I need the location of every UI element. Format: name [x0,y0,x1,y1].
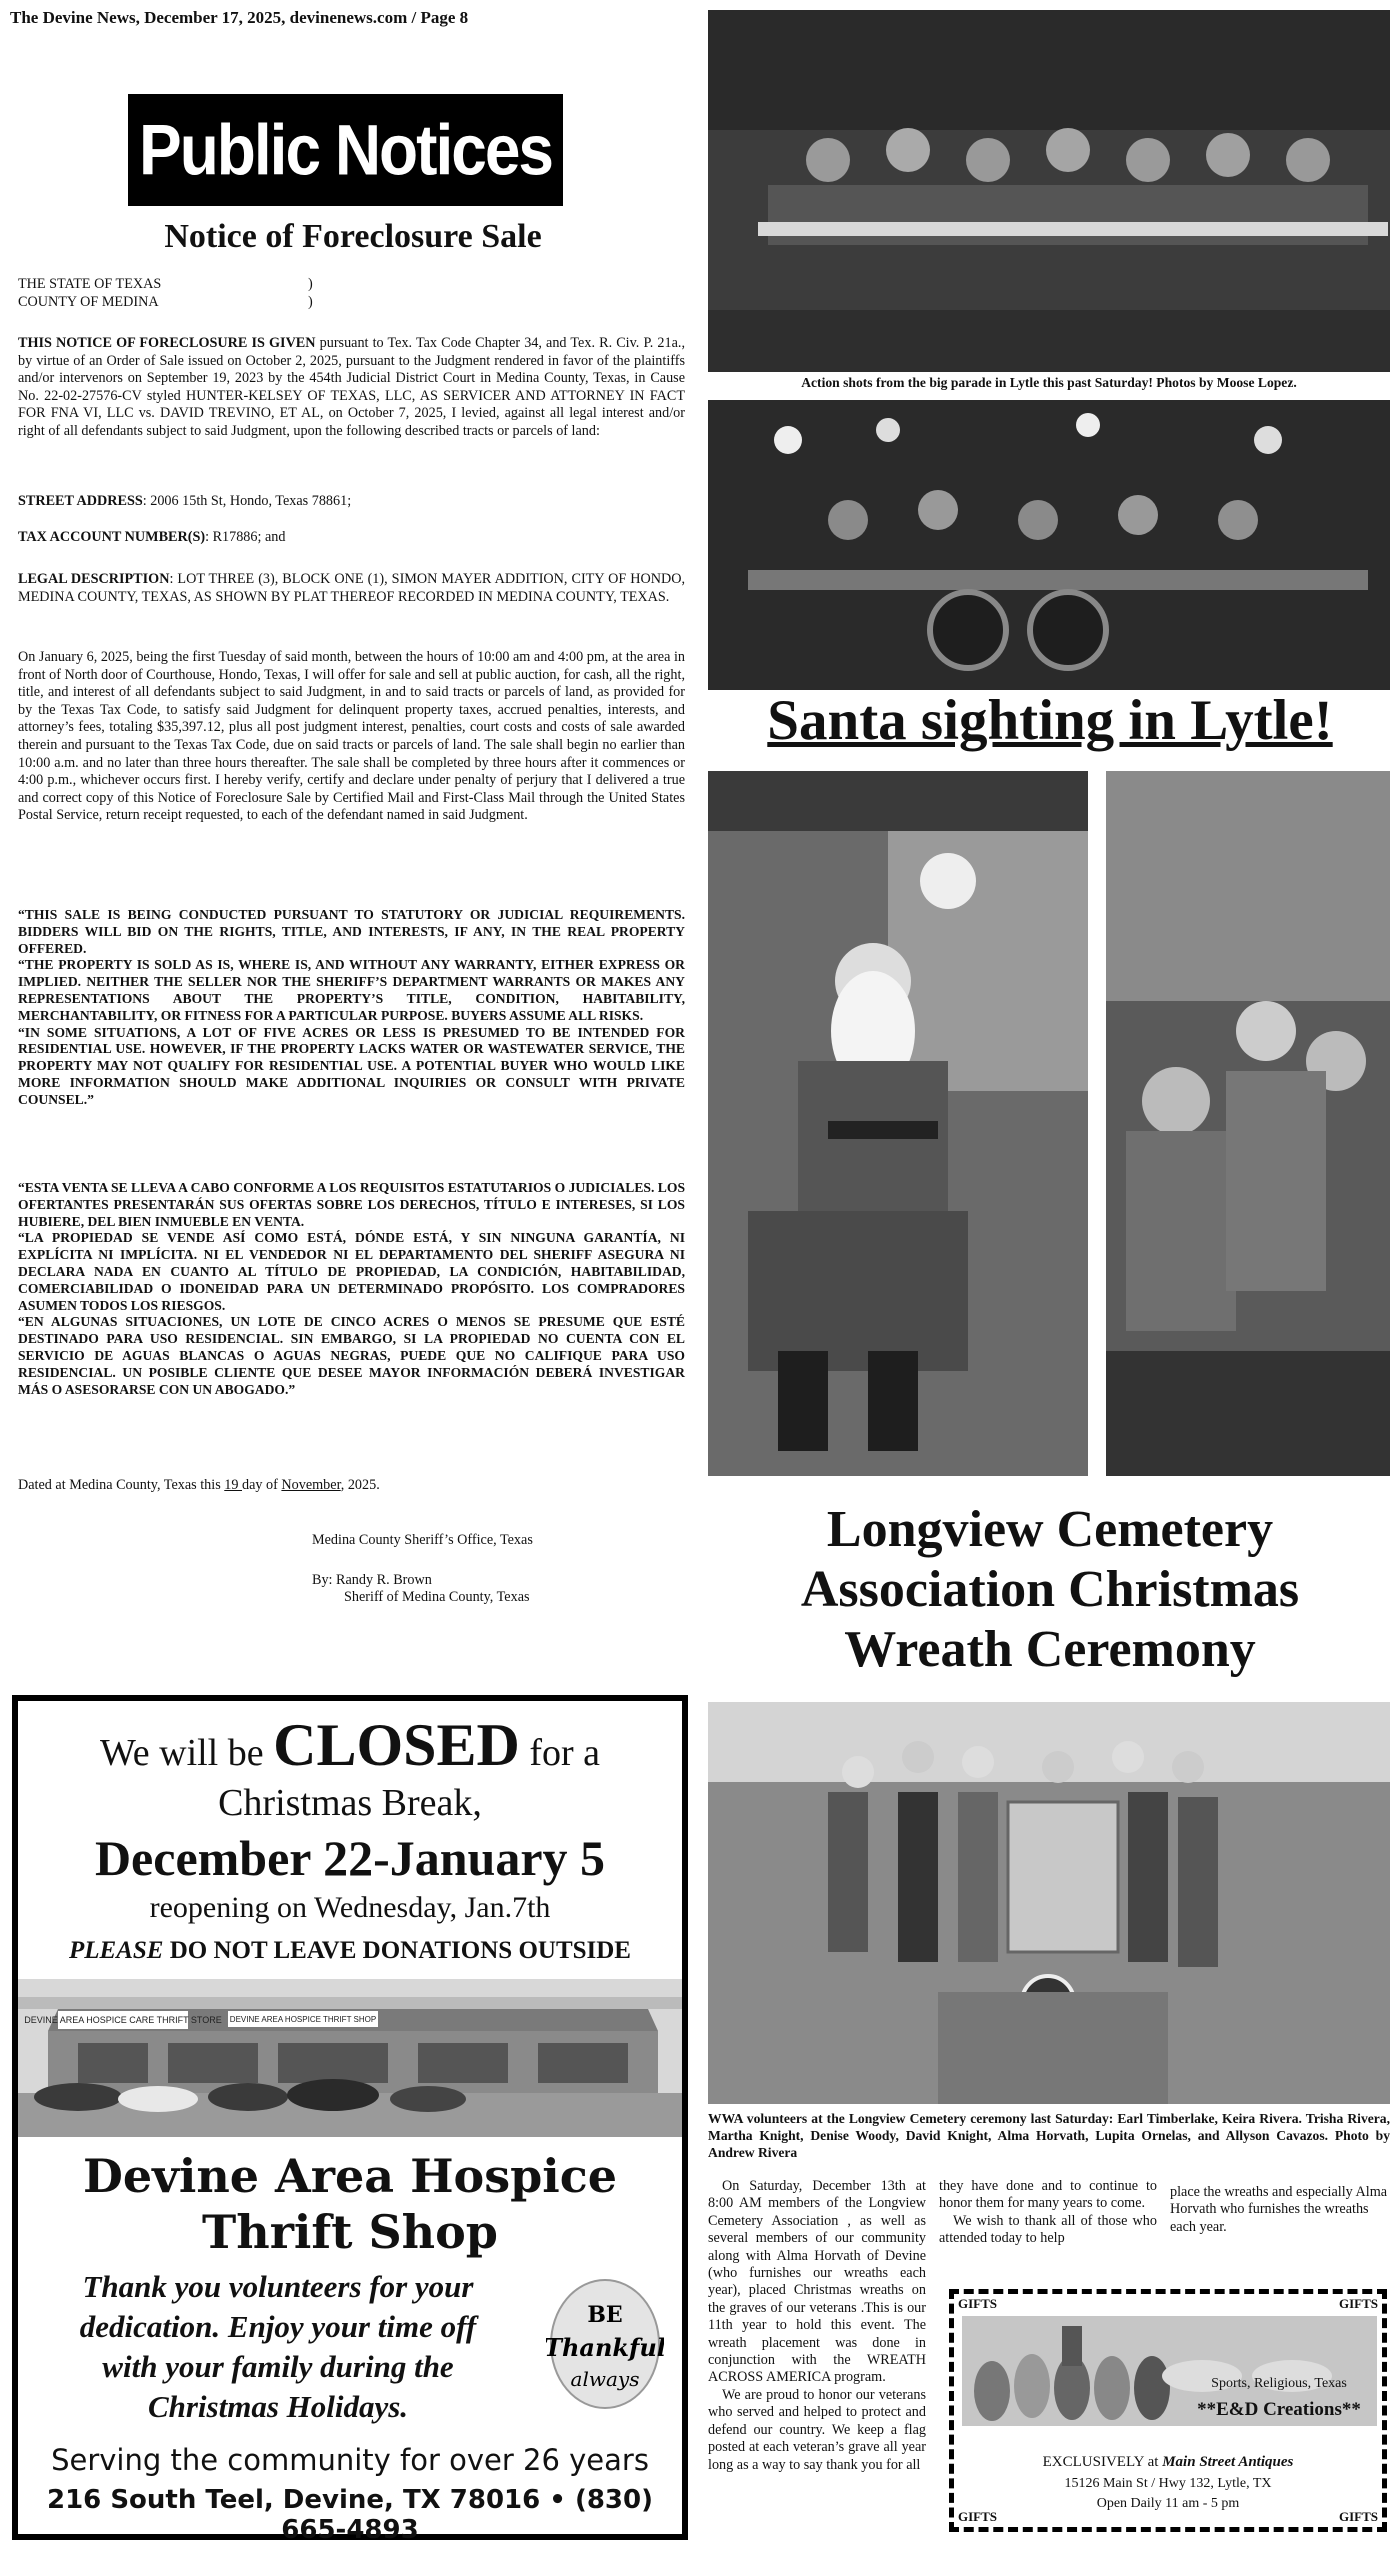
gift-categories: Sports, Religious, Texas [1211,2376,1347,2391]
christmas-break: Christmas Break, [218,1782,482,1824]
gifts-label-bl: GIFTS [958,2509,998,2524]
donations-warning [18,1937,682,1965]
thanks-message [28,2267,528,2427]
dated-day: 19 [224,1477,242,1493]
street-address [18,493,685,511]
shop-address: 216 South Teel, Devine, TX 78016 • (830) 665-4893 [47,2485,653,2545]
signature-block [312,1532,692,1607]
badge-thankful: Thankful [546,2333,664,2362]
thanks-line-1: Thank you volunteers for your [82,2269,474,2304]
tax-value: : R17886; and [205,529,286,545]
ed-creations-ad [949,2289,1387,2532]
santa-helpers-photo [1106,771,1390,1476]
parade-caption: Action shots from the big parade in Lytle this past Saturday! Photos by Moose Lopez. [801,375,1297,390]
store-sign-text: DEVINE AREA HOSPICE CARE THRIFT STORE [24,2015,222,2025]
disclaimer-en-1: “THIS SALE IS BEING CONDUCTED PURSUANT TO STATUTORY OR JUDICIAL REQUIREMENTS. BIDDERS WILL BID ON THE RIGHTS, TITLE, AND INTERESTS, IF ANY, IN THE REAL PROPERTY OFFERED. [18,907,685,956]
sheriff-title: Sheriff of Medina County, Texas [344,1589,530,1606]
store-photo [18,1979,682,2137]
exclusively-line [954,2454,1382,2471]
shop-name-2: Thrift Shop [202,2205,498,2259]
store-sign-text-2: DEVINE AREA HOSPICE THRIFT SHOP [229,2015,377,2024]
santa-photo [708,771,1088,1476]
closed-word: CLOSED [273,1712,520,1778]
notice-paragraph-1 [18,335,685,441]
article-para-4: We wish to thank all of those who attended today to help [939,2212,1157,2247]
badge-be: BE [587,2302,623,2328]
shop-name-1: Devine Area Hospice [82,2149,618,2203]
spanish-disclaimer [18,1180,685,1398]
tax-account [18,529,685,547]
closed-line [18,1711,682,1780]
article-para-2: We are proud to honor our veterans who served and helped to protect and defend our country. We keep a flag posted at each veteran’s grave all year long as a way to say thank you for all [708,2386,926,2473]
ad-address: 15126 Main St / Hwy 132, Lytle, TX [1064,2476,1272,2491]
thanks-line-2: dedication. Enjoy your time off [79,2309,477,2344]
thanks-line-3: with your family during the [102,2349,454,2384]
cemetery-article-col-2 [939,2178,1157,2248]
exclusively-text: EXCLUSIVELY at [1042,2454,1159,2470]
public-notices-banner: Public Notices [128,94,563,206]
gifts-label-tr: GIFTS [1338,2296,1378,2311]
state-label: THE STATE OF TEXAS [18,276,162,292]
for-a: for a [529,1732,601,1774]
county-label: COUNTY OF MEDINA [18,293,159,310]
thrift-shop-ad [12,1695,688,2545]
dated-line [18,1477,685,1495]
street-label: STREET ADDRESS [18,493,143,509]
legal-label: LEGAL DESCRIPTION [18,571,170,587]
cemetery-caption: WWA volunteers at the Longview Cemetery ceremony last Saturday: Earl Timberlake, Keira Rivera. Trisha Rivera, Martha Knight, Denise Woody, David Knight, Alma Horvath, Lupita Ornelas, and Allyson Cavazos. Photo by Andrew Rivera [708,2111,1390,2160]
notice-lead: THIS NOTICE OF FORECLOSURE IS GIVEN [18,335,316,351]
be-thankful-badge [546,2274,664,2414]
state-paren: ) [308,276,313,292]
signed-by: By: Randy R. Brown [312,1571,432,1588]
donations-text: DO NOT LEAVE DONATIONS OUTSIDE [169,1937,631,1964]
cemetery-headline-2: Association Christmas [800,1561,1300,1618]
gifts-label-tl: GIFTS [958,2296,998,2311]
sheriff-office: Medina County Sheriff’s Office, Texas [312,1532,533,1548]
gifts-label-br: GIFTS [1338,2509,1378,2524]
tax-label: TAX ACCOUNT NUMBER(S) [18,529,206,545]
cemetery-article-col-1 [708,2178,926,2474]
serving-line: Serving the community for over 26 years [51,2443,649,2477]
notice-title: Notice of Foreclosure Sale [164,218,542,255]
thanks-line-4: Christmas Holidays. [147,2389,409,2424]
article-para-3: they have done and to continue to honor them for many years to come. [939,2178,1157,2212]
badge-always: always [570,2367,640,2391]
dated-month: November [281,1477,341,1493]
please-word: PLEASE [69,1937,164,1964]
cemetery-photo [708,1702,1390,2104]
english-disclaimer [18,907,685,1109]
ad-hours: Open Daily 11 am - 5 pm [1096,2496,1240,2511]
disclaimer-en-2: “THE PROPERTY IS SOLD AS IS, WHERE IS, AND WITHOUT ANY WARRANTY, EITHER EXPRESS OR IMPLIED. NEITHER THE SELLER NOR THE SHERIFF’S DEPARTMENT WARRANTS OR MAKES ANY REPRESENTATIONS ABOUT THE PROPERTY’S TITLE, CONDITION, HABITABILITY, MERCHANTABILITY, OR FITNESS FOR A PARTICULAR PURPOSE. BUYERS ASSUME ALL RISKS. [18,957,685,1023]
cemetery-headline-1: Longview Cemetery [826,1501,1274,1558]
parade-photo-2 [708,400,1390,690]
county-paren: ) [308,293,313,310]
disclaimer-en-3: “IN SOME SITUATIONS, A LOT OF FIVE ACRES OR LESS IS PRESUMED TO BE INTENDED FOR RESIDENTIAL USE. HOWEVER, IF THE PROPERTY LACKS WATER OR WASTEWATER SERVICE, THE PROPERTY MAY NOT QUALIFY FOR RESIDENTIAL USE. A POTENTIAL BUYER WHO WOULD LIKE MORE INFORMATION SHOULD MAKE ADDITIONAL INQUIRIES OR CONSULT WITH PRIVATE COUNSEL.” [18,1024,685,1107]
reopening: reopening on Wednesday, Jan.7th [149,1891,551,1924]
dated-year: , 2025. [340,1477,380,1493]
state-county-block [18,276,685,311]
article-para-1: On Saturday, December 13th at 8:00 AM members of the Longview Cemetery Association , as well as several members of our community along with Alma Horvath of Devine (who furnishes our wreaths each year), placed Christmas wreaths on the graves of our veterans .This is our 11th year to hold this event. The wreath placement was done in conjunction with the WREATH ACROSS AMERICA program. [708,2178,926,2386]
notice-paragraph-2: On January 6, 2025, being the first Tuesday of said month, between the hours of 10:00 am and 4:00 pm, at the area in front of North door of Courthouse, Hondo, Texas, I will offer for sale and sell at public auction, for cash, all the right, title, and interest of all defendants subject to said Judgment, in and to said tracts or parcels of land, as provided for by the Texas Tax Code, to satisfy said Judgment for delinquent property taxes, accrued penalties, interests, and attorney’s fees, totaling $35,397.12, plus all post judgment interest, penalties, court costs and costs of sale awarded therein and pursuant to the Texas Tax Code, due on said tracts or parcels of land. The sale shall begin no earlier than 10:00 a.m. and no later than three hours thereafter. The sale shall be completed by three hours after it commences or 4:00 p.m., whichever occurs first. I hereby verify, certify and declare under penalty of perjury that I delivered a true and correct copy of this Notice of Foreclosure Sale by Certified Mail and First-Class Mail through the United States Postal Service, return receipt requested, to each of the defendant named in said Judgment. [18,649,685,824]
street-value: : 2006 15th St, Hondo, Texas 78861; [142,493,352,509]
legal-description [18,571,685,606]
we-will-be: We will be [99,1732,264,1774]
parade-photo-1 [708,10,1390,372]
ed-creations-brand: **E&D Creations** [1197,2399,1361,2420]
disclaimer-es-1: “ESTA VENTA SE LLEVA A CABO CONFORME A LOS REQUISITOS ESTATUTARIOS O JUDICIALES. LOS OFERTANTES PRESENTARÁN SUS OFERTAS SOBRE LOS DERECHOS, TÍTULO E INTERESES, SI LOS HUBIERE, DEL BIEN INMUEBLE EN VENTA. [18,1180,685,1229]
cemetery-headline-3: Wreath Ceremony [844,1621,1256,1678]
closed-dates: December 22-January 5 [94,1830,606,1886]
disclaimer-es-3: “EN ALGUNAS SITUACIONES, UN LOTE DE CINCO ACRES O MENOS SE PRESUME QUE ESTÉ DESTINADO PARA USO RESIDENCIAL. SIN EMBARGO, SI LA PROPIEDAD NO CUENTA CON EL SERVICIO DE AGUAS BLANCAS O AGUAS NEGRAS, PUEDE QUE NO CALIFIQUE PARA USO RESIDENCIAL. UN POSIBLE CLIENTE QUE DESEE MAYOR INFORMACIÓN DEBERÁ INVESTIGAR MÁS O ASESORARSE CON UN ABOGADO.” [18,1314,685,1397]
cemetery-article-col-3: place the wreaths and especially Alma Horvath who furnishes the wreaths each year. [1170,2184,1388,2235]
notice-body: pursuant to Tex. Tax Code Chapter 34, and Tex. R. Civ. P. 21a., by virtue of an Order of Sale issued on October 2, 2025, pursuant to the Judgment rendered in favor of the plaintiffs and/or intervenors on September 19, 2023 by the 454th Judicial District Court in Medina County, Texas, in Cause No. 22-02-27576-CV styled HUNTER-KELSEY OF TEXAS, LLC, AS SERVICER AND ATTORNEY IN FACT FOR FNA VI, LLC vs. DAVID TREVINO, ET AL, on October 7, 2025, I levied, against all legal interest and/or right of all defendants subject to said Judgment, upon the following described tracts or parcels of land: [18,335,685,439]
legal-value: : LOT THREE (3), BLOCK ONE (1), SIMON MAYER ADDITION, CITY OF HONDO, MEDINA COUNTY, TEXAS, AS SHOWN BY PLAT THEREOF RECORDED IN MEDINA COUNTY, TEXAS. [18,571,685,605]
santa-headline: Santa sighting in Lytle! [767,689,1333,752]
dated-text-2: day of [242,1477,282,1493]
dated-text: Dated at Medina County, Texas this [18,1477,225,1493]
page-header: The Devine News, December 17, 2025, devinenews.com / Page 8 [10,8,469,27]
cemetery-headline [705,1500,1395,1680]
disclaimer-es-2: “LA PROPIEDAD SE VENDE ASÍ COMO ESTÁ, DÓNDE ESTÁ, Y SIN NINGUNA GARANTÍA, NI EXPLÍCITA NI IMPLÍCITA. NI EL VENDEDOR NI EL DEPARTAMENTO DEL SHERIFF ASEGURA NI DECLARA NADA EN CUANTO AL TÍTULO DE PROPIEDAD, LA CONDICIÓN, HABITABILIDAD, COMERCIABILIDAD O IDONEIDAD PARA UN DETERMINADO PROPÓSITO. LOS COMPRADORES ASUMEN TODOS LOS RIESGOS. [18,1230,685,1313]
main-street-antiques: Main Street Antiques [1162,2454,1294,2470]
